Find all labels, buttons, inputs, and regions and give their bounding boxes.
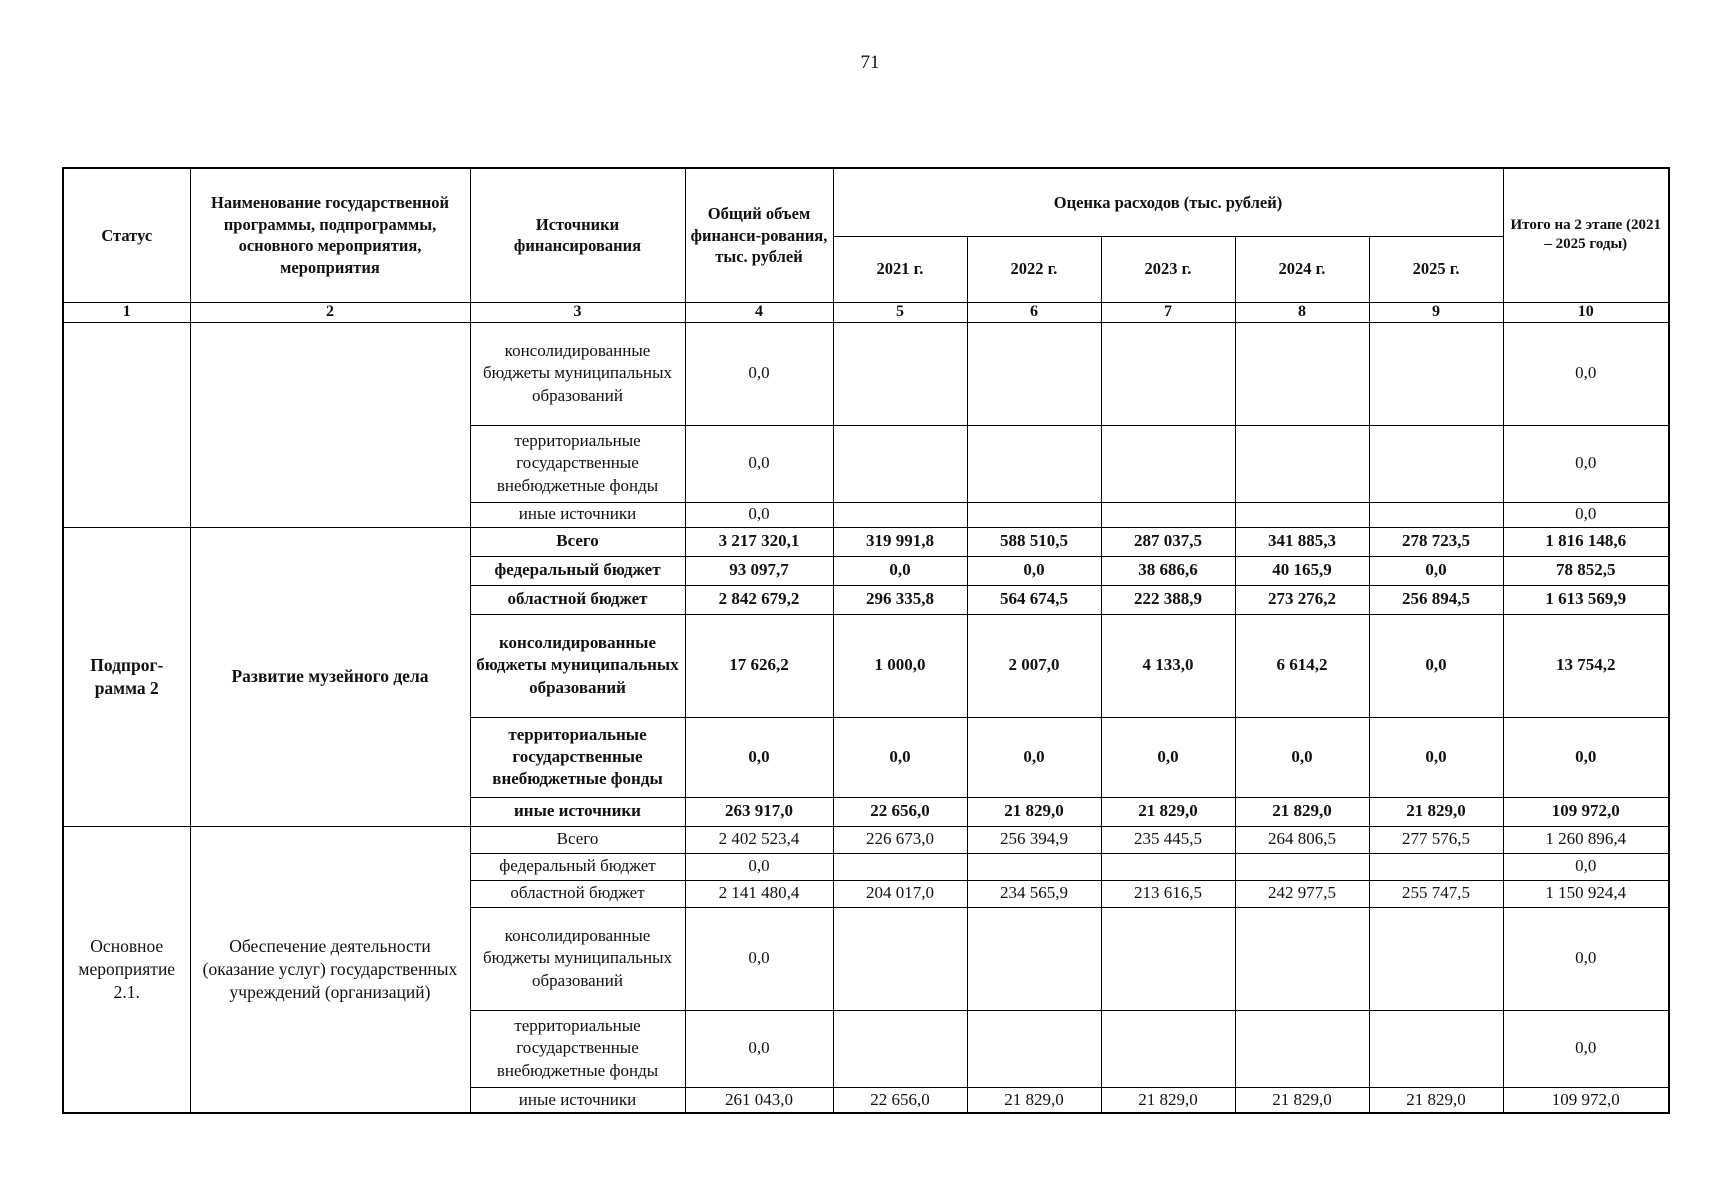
year-cell bbox=[1101, 425, 1235, 502]
year-cell bbox=[967, 502, 1101, 527]
status-cell-empty bbox=[63, 322, 190, 527]
total-cell: 0,0 bbox=[685, 853, 833, 880]
year-cell bbox=[1235, 853, 1369, 880]
source-cell: Всего bbox=[470, 527, 685, 556]
status-cell: Подпрог-рамма 2 bbox=[63, 527, 190, 826]
year-cell: 588 510,5 bbox=[967, 527, 1101, 556]
source-cell: областной бюджет bbox=[470, 880, 685, 907]
year-cell: 0,0 bbox=[1369, 717, 1503, 797]
column-number: 4 bbox=[685, 302, 833, 322]
total-cell: 2 402 523,4 bbox=[685, 826, 833, 853]
year-cell: 1 000,0 bbox=[833, 614, 967, 717]
stage-cell: 109 972,0 bbox=[1503, 1087, 1669, 1113]
year-cell: 0,0 bbox=[1369, 556, 1503, 585]
name-cell: Развитие музейного дела bbox=[190, 527, 470, 826]
year-cell bbox=[833, 425, 967, 502]
header-estimate: Оценка расходов (тыс. рублей) bbox=[833, 168, 1503, 236]
year-cell bbox=[1235, 425, 1369, 502]
header-year-2021: 2021 г. bbox=[833, 236, 967, 302]
year-cell: 0,0 bbox=[1235, 717, 1369, 797]
year-cell bbox=[1235, 502, 1369, 527]
year-cell: 40 165,9 bbox=[1235, 556, 1369, 585]
total-cell: 93 097,7 bbox=[685, 556, 833, 585]
year-cell: 264 806,5 bbox=[1235, 826, 1369, 853]
total-cell: 261 043,0 bbox=[685, 1087, 833, 1113]
year-cell: 21 829,0 bbox=[967, 1087, 1101, 1113]
year-cell: 242 977,5 bbox=[1235, 880, 1369, 907]
year-cell bbox=[1235, 907, 1369, 1010]
year-cell bbox=[967, 425, 1101, 502]
year-cell: 0,0 bbox=[833, 717, 967, 797]
column-number: 8 bbox=[1235, 302, 1369, 322]
stage-cell: 0,0 bbox=[1503, 502, 1669, 527]
table-row bbox=[63, 322, 1669, 425]
year-cell bbox=[1369, 425, 1503, 502]
year-cell bbox=[967, 322, 1101, 425]
year-cell: 21 829,0 bbox=[1101, 1087, 1235, 1113]
table-body bbox=[63, 322, 1669, 1113]
column-number: 1 bbox=[63, 302, 190, 322]
year-cell bbox=[1369, 907, 1503, 1010]
status-cell: Основное мероприятие 2.1. bbox=[63, 826, 190, 1113]
source-cell: иные источники bbox=[470, 1087, 685, 1113]
column-number: 10 bbox=[1503, 302, 1669, 322]
year-cell: 21 829,0 bbox=[1235, 1087, 1369, 1113]
stage-cell: 0,0 bbox=[1503, 853, 1669, 880]
year-cell bbox=[1101, 853, 1235, 880]
stage-cell: 0,0 bbox=[1503, 907, 1669, 1010]
source-cell: территориальные государственные внебюджетные фонды bbox=[470, 1010, 685, 1087]
year-cell bbox=[1369, 853, 1503, 880]
column-number: 7 bbox=[1101, 302, 1235, 322]
year-cell bbox=[967, 1010, 1101, 1087]
year-cell bbox=[833, 907, 967, 1010]
year-cell bbox=[1101, 322, 1235, 425]
header-status: Статус bbox=[63, 168, 190, 302]
budget-table bbox=[62, 167, 1670, 1114]
stage-cell: 109 972,0 bbox=[1503, 797, 1669, 826]
year-cell: 255 747,5 bbox=[1369, 880, 1503, 907]
stage-cell: 13 754,2 bbox=[1503, 614, 1669, 717]
source-cell: федеральный бюджет bbox=[470, 556, 685, 585]
table-row bbox=[63, 527, 1669, 556]
table-row bbox=[63, 826, 1669, 853]
name-cell: Обеспечение деятельности (оказание услуг) государственных учреждений (организаций) bbox=[190, 826, 470, 1113]
year-cell: 564 674,5 bbox=[967, 585, 1101, 614]
column-number: 5 bbox=[833, 302, 967, 322]
year-cell: 296 335,8 bbox=[833, 585, 967, 614]
year-cell: 0,0 bbox=[1369, 614, 1503, 717]
year-cell: 235 445,5 bbox=[1101, 826, 1235, 853]
column-number: 2 bbox=[190, 302, 470, 322]
source-cell: консолидированные бюджеты муниципальных образований bbox=[470, 907, 685, 1010]
column-number: 6 bbox=[967, 302, 1101, 322]
year-cell: 38 686,6 bbox=[1101, 556, 1235, 585]
header-stage-total: Итого на 2 этапе (2021 – 2025 годы) bbox=[1503, 168, 1669, 302]
stage-cell: 1 260 896,4 bbox=[1503, 826, 1669, 853]
year-cell bbox=[1369, 502, 1503, 527]
total-cell: 0,0 bbox=[685, 425, 833, 502]
year-cell bbox=[833, 502, 967, 527]
total-cell: 2 141 480,4 bbox=[685, 880, 833, 907]
year-cell: 0,0 bbox=[967, 717, 1101, 797]
source-cell: Всего bbox=[470, 826, 685, 853]
column-number: 9 bbox=[1369, 302, 1503, 322]
year-cell: 273 276,2 bbox=[1235, 585, 1369, 614]
year-cell: 341 885,3 bbox=[1235, 527, 1369, 556]
header-year-2022: 2022 г. bbox=[967, 236, 1101, 302]
source-cell: консолидированные бюджеты муниципальных образований bbox=[470, 322, 685, 425]
source-cell: федеральный бюджет bbox=[470, 853, 685, 880]
page-number: 71 bbox=[860, 52, 880, 73]
source-cell: иные источники bbox=[470, 502, 685, 527]
year-cell: 22 656,0 bbox=[833, 797, 967, 826]
year-cell: 4 133,0 bbox=[1101, 614, 1235, 717]
stage-cell: 0,0 bbox=[1503, 1010, 1669, 1087]
header-sources: Источники финансирования bbox=[470, 168, 685, 302]
year-cell: 213 616,5 bbox=[1101, 880, 1235, 907]
stage-cell: 1 816 148,6 bbox=[1503, 527, 1669, 556]
year-cell bbox=[1369, 1010, 1503, 1087]
year-cell: 22 656,0 bbox=[833, 1087, 967, 1113]
header-year-2023: 2023 г. bbox=[1101, 236, 1235, 302]
year-cell bbox=[833, 322, 967, 425]
year-cell bbox=[1235, 1010, 1369, 1087]
header-year-2024: 2024 г. bbox=[1235, 236, 1369, 302]
total-cell: 17 626,2 bbox=[685, 614, 833, 717]
header-name: Наименование государственной программы, подпрограммы, основного мероприятия, мероприятия bbox=[190, 168, 470, 302]
total-cell: 0,0 bbox=[685, 322, 833, 425]
stage-cell: 78 852,5 bbox=[1503, 556, 1669, 585]
year-cell bbox=[1101, 502, 1235, 527]
year-cell: 6 614,2 bbox=[1235, 614, 1369, 717]
name-cell-empty bbox=[190, 322, 470, 527]
year-cell bbox=[1101, 1010, 1235, 1087]
stage-cell: 0,0 bbox=[1503, 717, 1669, 797]
year-cell: 287 037,5 bbox=[1101, 527, 1235, 556]
source-cell: областной бюджет bbox=[470, 585, 685, 614]
year-cell: 256 894,5 bbox=[1369, 585, 1503, 614]
header-total-volume: Общий объем финанси-рования, тыс. рублей bbox=[685, 168, 833, 302]
year-cell: 21 829,0 bbox=[1369, 1087, 1503, 1113]
year-cell: 234 565,9 bbox=[967, 880, 1101, 907]
source-cell: иные источники bbox=[470, 797, 685, 826]
total-cell: 0,0 bbox=[685, 502, 833, 527]
stage-cell: 0,0 bbox=[1503, 322, 1669, 425]
year-cell bbox=[967, 853, 1101, 880]
total-cell: 0,0 bbox=[685, 1010, 833, 1087]
source-cell: территориальные государственные внебюджетные фонды bbox=[470, 717, 685, 797]
year-cell: 226 673,0 bbox=[833, 826, 967, 853]
column-number: 3 bbox=[470, 302, 685, 322]
table-header bbox=[63, 168, 1669, 322]
header-year-2025: 2025 г. bbox=[1369, 236, 1503, 302]
year-cell: 21 829,0 bbox=[1101, 797, 1235, 826]
source-cell: консолидированные бюджеты муниципальных образований bbox=[470, 614, 685, 717]
year-cell: 319 991,8 bbox=[833, 527, 967, 556]
year-cell: 21 829,0 bbox=[967, 797, 1101, 826]
total-cell: 0,0 bbox=[685, 717, 833, 797]
year-cell bbox=[1101, 907, 1235, 1010]
total-cell: 2 842 679,2 bbox=[685, 585, 833, 614]
year-cell: 278 723,5 bbox=[1369, 527, 1503, 556]
year-cell: 0,0 bbox=[967, 556, 1101, 585]
year-cell: 0,0 bbox=[833, 556, 967, 585]
year-cell bbox=[1369, 322, 1503, 425]
stage-cell: 0,0 bbox=[1503, 425, 1669, 502]
year-cell: 0,0 bbox=[1101, 717, 1235, 797]
stage-cell: 1 150 924,4 bbox=[1503, 880, 1669, 907]
year-cell: 21 829,0 bbox=[1369, 797, 1503, 826]
year-cell: 2 007,0 bbox=[967, 614, 1101, 717]
year-cell bbox=[833, 853, 967, 880]
year-cell bbox=[833, 1010, 967, 1087]
year-cell bbox=[967, 907, 1101, 1010]
year-cell: 256 394,9 bbox=[967, 826, 1101, 853]
source-cell: территориальные государственные внебюджетные фонды bbox=[470, 425, 685, 502]
total-cell: 0,0 bbox=[685, 907, 833, 1010]
year-cell: 21 829,0 bbox=[1235, 797, 1369, 826]
stage-cell: 1 613 569,9 bbox=[1503, 585, 1669, 614]
total-cell: 3 217 320,1 bbox=[685, 527, 833, 556]
total-cell: 263 917,0 bbox=[685, 797, 833, 826]
year-cell: 222 388,9 bbox=[1101, 585, 1235, 614]
year-cell: 204 017,0 bbox=[833, 880, 967, 907]
year-cell: 277 576,5 bbox=[1369, 826, 1503, 853]
year-cell bbox=[1235, 322, 1369, 425]
